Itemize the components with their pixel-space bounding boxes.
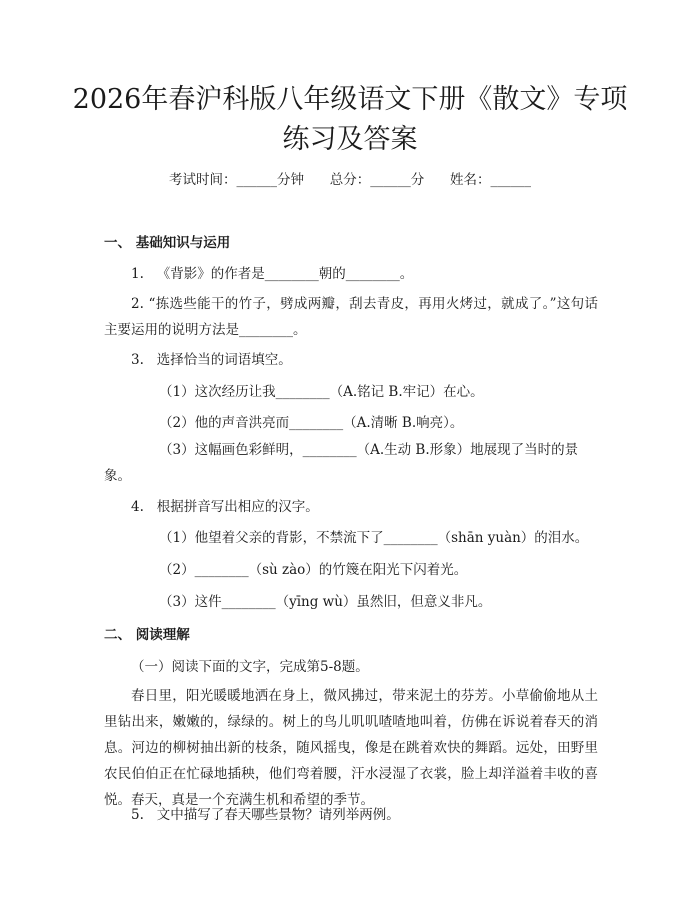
page-title: 2026年春沪科版八年级语文下册《散文》专项练习及答案 — [72, 84, 628, 155]
question-3-item-2: （2）他的声音洪亮而________（A.清晰 B.响亮）。 — [159, 415, 464, 431]
question-4-item-3: （3）这件________（yīng wù）虽然旧，但意义非凡。 — [159, 594, 492, 610]
exam-info-line: 考试时间：______分钟 总分：______分 姓名：______ — [169, 172, 531, 188]
question-4: 4. 根据拼音写出相应的汉字。 — [131, 499, 319, 515]
question-3-item-1: （1）这次经历让我________（A.铭记 B.牢记）在心。 — [159, 384, 484, 400]
section-heading-reading: 二、 阅读理解 — [104, 627, 190, 643]
question-5: 5. 文中描写了春天哪些景物？请列举两例。 — [131, 807, 400, 823]
question-4-item-2: （2）________（sù zào）的竹篾在阳光下闪着光。 — [159, 562, 468, 578]
question-1: 1. 《背影》的作者是________朝的________。 — [131, 266, 414, 282]
reading-intro: （一）阅读下面的文字，完成第5-8题。 — [131, 659, 369, 675]
question-3: 3. 选择恰当的词语填空。 — [131, 352, 292, 368]
question-4-item-1: （1）他望着父亲的背影，不禁流下了________（shān yuàn）的泪水。 — [159, 530, 589, 546]
question-2: 2. “拣选些能干的竹子，劈成两瓣，刮去青皮，再用火烤过，就成了。”这句话主要运用的说明方法是________。 — [104, 296, 598, 338]
section-heading-basic: 一、 基础知识与运用 — [104, 235, 231, 251]
reading-passage: 春日里，阳光暖暖地洒在身上，微风拂过，带来泥土的芬芳。小草偷偷地从土里钻出来，嫩嫩的，绿绿的。树上的鸟儿叽叽喳喳地叫着，仿佛在诉说着春天的消息。河边的柳树抽出新的枝条，随风摇曳，像是在跳着欢快的舞蹈。远处，田野里农民伯伯正在忙碌地插秧，他们弯着腰，汗水浸湿了衣裳，脸上却洋溢着丰收的喜悦。春天，真是一个充满生机和希望的季节。 — [104, 688, 598, 808]
question-3-item-3: （3）这幅画色彩鲜明，________（A.生动 B.形象）地展现了当时的景象。 — [104, 442, 579, 484]
